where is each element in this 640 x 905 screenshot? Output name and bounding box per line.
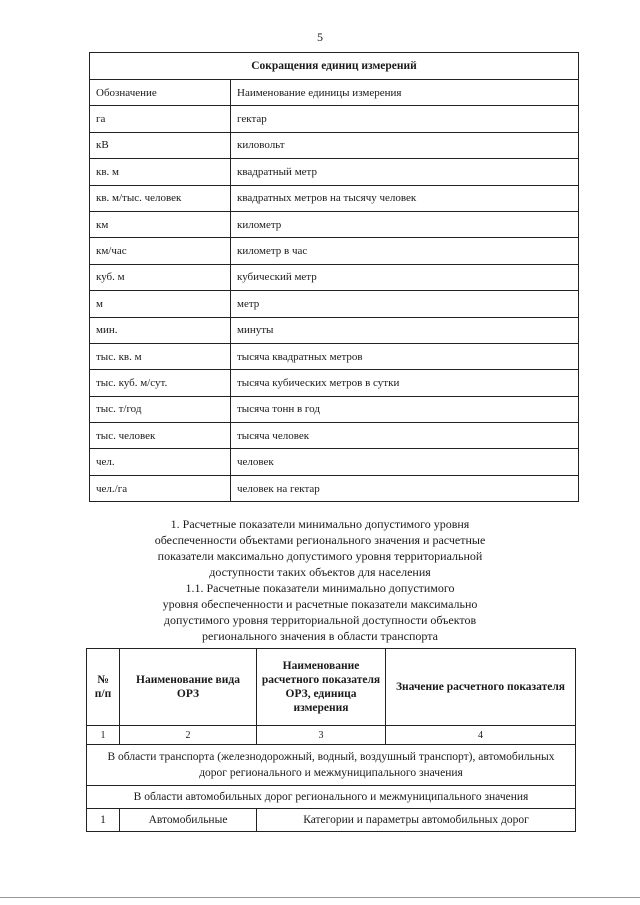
row-orz-name: Автомобильные [120,809,257,832]
table-row [90,264,579,290]
heading-line: показатели максимально допустимого уровня территориальной [157,549,483,563]
heading-line: обеспеченности объектами регионального значения и расчетные [154,533,486,547]
table-row [90,475,579,501]
column-number: 1 [87,726,120,745]
unit-name: человек на гектар [231,475,579,501]
heading-line: 1. Расчетные показатели минимально допустимого уровня [170,517,470,531]
indicators-header-row [87,649,576,726]
abbreviation: чел./га [90,475,231,501]
table-row [90,317,579,343]
heading-line: уровня обеспеченности и расчетные показатели максимально [162,597,478,611]
section-heading [0,516,640,580]
table-row [90,159,579,185]
table-row [90,106,579,132]
indicators-table [86,648,576,832]
abbreviations-caption-row [90,53,579,80]
column-number: 4 [386,726,576,745]
unit-name: километр [231,211,579,237]
subsection-heading [0,580,640,644]
unit-name: квадратный метр [231,159,579,185]
abbreviation: кВ [90,132,231,158]
abbreviation: куб. м [90,264,231,290]
group-row [87,745,576,786]
row-number: 1 [87,809,120,832]
abbreviation: кв. м/тыс. человек [90,185,231,211]
unit-name: метр [231,291,579,317]
column-number: 3 [257,726,386,745]
abbreviation: км/час [90,238,231,264]
unit-name: километр в час [231,238,579,264]
heading-line: доступности таких объектов для населения [209,565,431,579]
column-number: 2 [120,726,257,745]
abbreviation: кв. м [90,159,231,185]
unit-name: гектар [231,106,579,132]
heading-line: регионального значения в области транспорта [202,629,438,643]
row-indicator-value: Категории и параметры автомобильных дорог [257,809,576,832]
table-row [90,185,579,211]
abbreviation: м [90,291,231,317]
table-row [90,370,579,396]
unit-name: кубический метр [231,264,579,290]
abbreviation: км [90,211,231,237]
abbreviation: чел. [90,449,231,475]
unit-name: тысяча тонн в год [231,396,579,422]
abbreviation: тыс. кв. м [90,343,231,369]
table-row [90,449,579,475]
table-row [90,211,579,237]
table-row [90,423,579,449]
header-unit-name: Наименование единицы измерения [231,80,579,106]
abbreviations-header-row [90,80,579,106]
table-row [90,291,579,317]
unit-name: квадратных метров на тысячу человек [231,185,579,211]
header-indicator-value: Значение расчетного показателя [386,649,576,726]
unit-name: тысяча квадратных метров [231,343,579,369]
abbreviation: мин. [90,317,231,343]
group-row [87,786,576,809]
table-row [90,343,579,369]
column-number-row [87,726,576,745]
header-designation: Обозначение [90,80,231,106]
header-number: № п/п [87,649,120,726]
abbreviation: тыс. куб. м/сут. [90,370,231,396]
unit-name: минуты [231,317,579,343]
abbreviations-caption: Сокращения единиц измерений [90,53,579,80]
page-number: 5 [317,30,323,44]
abbreviation: га [90,106,231,132]
heading-line: 1.1. Расчетные показатели минимально допустимого [185,581,455,595]
table-row [87,809,576,832]
group-roads: В области автомобильных дорог регионального и межмуниципального значения [87,786,576,809]
table-row [90,238,579,264]
bottom-divider [0,897,640,898]
heading-line: допустимого уровня территориальной доступности объектов [163,613,477,627]
abbreviation: тыс. человек [90,423,231,449]
table-row [90,396,579,422]
unit-name: тысяча человек [231,423,579,449]
header-indicator-name: Наименование расчетного показателя ОРЗ, единица измерения [257,649,386,726]
unit-name: человек [231,449,579,475]
header-orz-name: Наименование вида ОРЗ [120,649,257,726]
table-row [90,132,579,158]
abbreviation: тыс. т/год [90,396,231,422]
unit-name: тысяча кубических метров в сутки [231,370,579,396]
abbreviations-table [89,52,579,502]
unit-name: киловольт [231,132,579,158]
group-transport: В области транспорта (железнодорожный, водный, воздушный транспорт), автомобильных дорог регионального и межмуниципального значения [87,745,576,786]
